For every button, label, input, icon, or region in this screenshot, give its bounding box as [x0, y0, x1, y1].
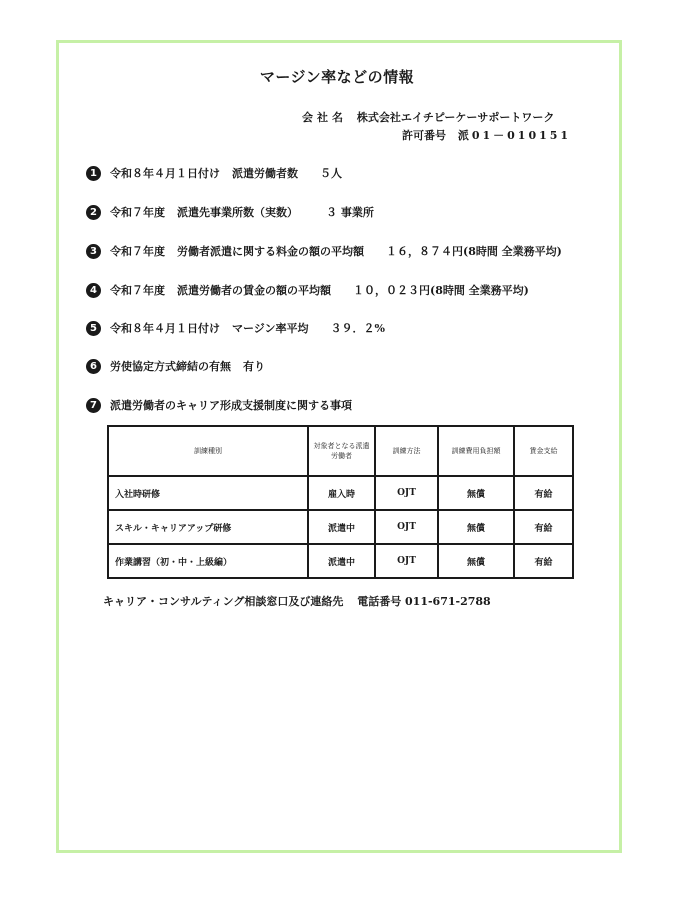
- item-5: [86, 320, 385, 336]
- table-header: 訓練費用負担額: [438, 426, 514, 476]
- circled-number-icon: 7: [86, 398, 101, 413]
- circled-number-icon: 6: [86, 359, 101, 374]
- item-value: ３９．２%: [330, 322, 385, 335]
- company-label: 会社名: [302, 111, 347, 124]
- license-label: 許可番号: [402, 129, 446, 142]
- table-cell: 有給: [514, 544, 573, 578]
- table-cell: 無償: [438, 476, 514, 510]
- circled-number-icon: 5: [86, 321, 101, 336]
- item-label: 令和７年度: [110, 206, 165, 219]
- item-text: 派遣先事業所数（実数）: [177, 206, 298, 219]
- training-table: [107, 425, 574, 579]
- table-header: 訓練方法: [375, 426, 438, 476]
- table-header: 賃金支給: [514, 426, 573, 476]
- item-label: 令和７年度: [110, 284, 165, 297]
- table-cell: 有給: [514, 476, 573, 510]
- table-cell: OJT: [375, 476, 438, 510]
- table-header: 対象者となる派遣労働者: [308, 426, 375, 476]
- table-cell: 派遣中: [308, 544, 375, 578]
- item-text: 派遣労働者数: [232, 167, 298, 180]
- item-value: １６，８７４円(8時間 全業務平均): [386, 245, 562, 258]
- item-3: [86, 243, 562, 259]
- table-cell: 雇入時: [308, 476, 375, 510]
- table-row: [108, 510, 573, 544]
- item-7: [86, 397, 352, 413]
- item-2: [86, 204, 374, 220]
- item-value: ５人: [320, 167, 342, 180]
- item-label: 令和７年度: [110, 245, 165, 258]
- item-value: 有り: [243, 360, 265, 373]
- table-cell: OJT: [375, 544, 438, 578]
- item-text: 労働者派遣に関する料金の額の平均額: [177, 245, 364, 258]
- table-header: 訓練種別: [108, 426, 308, 476]
- page-title: マージン率などの情報: [259, 68, 415, 86]
- item-label: 労使協定方式締結の有無: [110, 360, 231, 373]
- license-number: 派01－010151: [457, 129, 572, 142]
- license-line: [402, 127, 571, 143]
- table-cell: 無償: [438, 510, 514, 544]
- item-1: [86, 165, 342, 181]
- circled-number-icon: 1: [86, 166, 101, 181]
- table-cell: 作業講習（初・中・上級編）: [108, 544, 308, 578]
- circled-number-icon: 2: [86, 205, 101, 220]
- company-name: 株式会社エイチピーケーサポートワーク: [356, 111, 555, 124]
- item-value: １０，０２３円(8時間 全業務平均): [353, 284, 529, 297]
- contact-label: キャリア・コンサルティング相談窓口及び連絡先: [103, 595, 344, 608]
- circled-number-icon: 3: [86, 244, 101, 259]
- item-text: マージン率平均: [232, 322, 309, 335]
- table-cell: 入社時研修: [108, 476, 308, 510]
- item-label: 令和８年４月１日付け: [110, 167, 220, 180]
- item-label: 派遣労働者のキャリア形成支援制度に関する事項: [110, 399, 352, 412]
- item-text: 派遣労働者の賃金の額の平均額: [177, 284, 331, 297]
- table-cell: 有給: [514, 510, 573, 544]
- item-4: [86, 282, 529, 298]
- item-label: 令和８年４月１日付け: [110, 322, 220, 335]
- table-header-row: [108, 426, 573, 476]
- item-6: [86, 358, 265, 374]
- company-line: [302, 109, 554, 125]
- table-cell: OJT: [375, 510, 438, 544]
- table-row: [108, 476, 573, 510]
- item-value: ３ 事業所: [326, 206, 374, 219]
- table-cell: 派遣中: [308, 510, 375, 544]
- contact-line: [103, 593, 491, 609]
- table-cell: 無償: [438, 544, 514, 578]
- table-row: [108, 544, 573, 578]
- circled-number-icon: 4: [86, 283, 101, 298]
- table-cell: スキル・キャリアアップ研修: [108, 510, 308, 544]
- contact-phone: 電話番号 011-671-2788: [357, 595, 491, 608]
